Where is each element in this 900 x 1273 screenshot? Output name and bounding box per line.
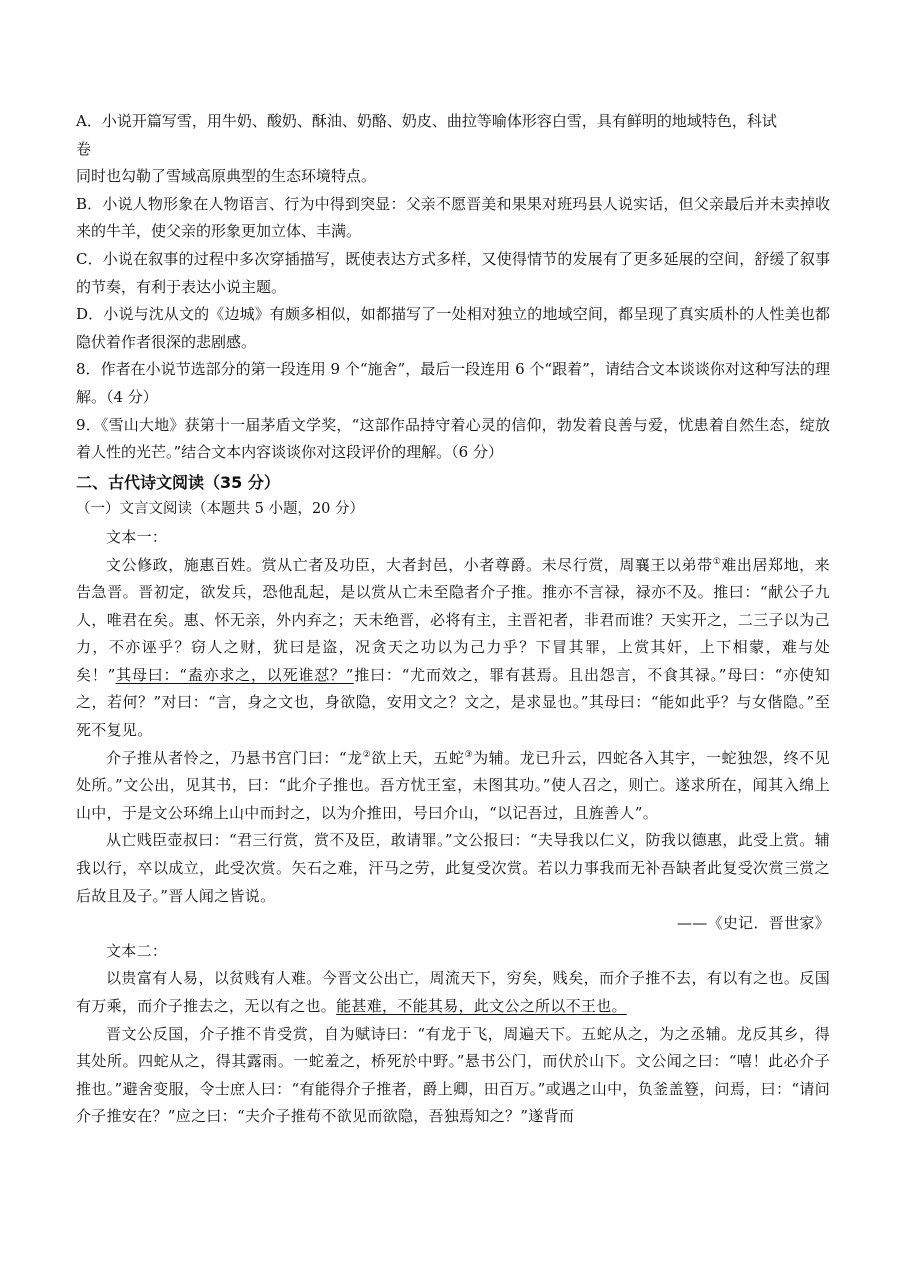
text-one-p1-part-a: 文公修政，施惠百姓。赏从亡者及功臣，大者封邑，小者尊爵。未尽行赏，周襄王以弟带: [106, 555, 713, 574]
question-9: 9．《雪山大地》获第十一届茅盾文学奖，“这部作品持守着心灵的信仰，勃发着良善与爱，忧患着自然生态，绽放着人性的光芒。”结合文本内容谈谈你对这段评价的理解。（6 分）: [76, 415, 830, 462]
section-title: 二、古代诗文阅读（35 分）: [76, 472, 280, 492]
text-one: [76, 524, 830, 938]
question-8: 8．作者在小说节选部分的第一段连用 9 个“施舍”，最后一段连用 6 个“跟着”，请结合文本谈谈你对这种写法的理解。（4 分）: [76, 360, 830, 406]
option-c: C．小说在叙事的过程中多次穿插描写，既使表达方式多样，又使得情节的发展有了更多延展的空间，舒缓了叙事的节奏，有利于表达小说主题。: [76, 249, 830, 296]
text-two-paragraph-1: [76, 965, 830, 1020]
underlined-sentence-2: 能甚难，不能其易，此文公之所以不王也。: [336, 997, 627, 1015]
text-one-source: ——《史记．晋世家》: [676, 914, 830, 933]
text-two-label: 文本二：: [106, 941, 168, 960]
text-two: [76, 938, 830, 1131]
text-one-paragraph-1: [76, 552, 830, 745]
section-subtitle: （一）文言文阅读（本题共 5 小题，20 分）: [76, 501, 365, 518]
text-one-p1-part-c: 推曰：“尤而效之，罪有甚焉。且出怨言，不食其禄。”母曰：“亦使知之，若何？”对曰：“言，身之文也，身欲隐，安用文之？文之，是求显也。”其母曰：“能如此乎？与女偕隐。”至死不复见。: [76, 665, 830, 740]
footnote-marker-3: ③: [464, 749, 474, 760]
option-d: D．小说与沈从文的《边城》有颇多相似，如都描写了一处相对独立的地域空间，都呈现了真实质朴的人性美也都隐伏着作者很深的悲剧感。: [76, 305, 830, 351]
footnote-marker-1: ①: [712, 556, 722, 567]
option-a-line3: 同时也勾勒了雪域高原典型的生态环境特点。: [76, 167, 377, 186]
text-one-paragraph-3: 从亡贱臣壶叔曰：“君三行赏，赏不及臣，敢请罪。”文公报曰：“夫导我以仁义，防我以德惠，此受上赏。辅我以行，卒以成立，此受次赏。矢石之难，汗马之劳，此复受次赏。若以力事我而无补吾缺者此复受次赏三赏之后故且及子。”晋人闻之皆说。: [76, 831, 830, 905]
text-one-p2-part-c: 为辅。龙已升云，四蛇各入其宇，一蛇独怨，终不见处所。”文公出，见其书，曰：“此介子推也。吾方忧王室，未图其功。”使人召之，则亡。遂求所在，闻其入绵上山中，于是文公环绵上山中而封之，以为介推田，号曰介山，“以记吾过，且旌善人”。: [76, 748, 831, 822]
option-b: B．小说人物形象在人物语言、行为中得到突显：父亲不愿晋美和果果对班玛县人说实话，但父亲最后并未卖掉收来的牛羊，使父亲的形象更加立体、丰满。: [76, 194, 830, 241]
text-one-paragraph-2: [76, 745, 830, 828]
text-one-p1-part-b: 难出居郑地，来告急晋。晋初定，欲发兵，恐他乱起，是以赏从亡未至隐者介子推。推亦不言禄，禄亦不及。推曰：“献公子九人，唯君在矣。惠、怀无亲，外内弃之；天未绝晋，必将有主，主晋祀者，非君而谁？天实开之，二三子以为己力，不亦诬乎？窃人之财，犹曰是盗，况贪天之功以为己力乎？下冒其罪，上赏其奸，上下相蒙，难与处矣！”: [76, 555, 830, 684]
underlined-sentence-1: 其母曰：“盍亦求之，以死谁怼？”: [115, 665, 354, 684]
footnote-marker-2: ②: [362, 749, 372, 760]
text-two-p1-part-a: 以贵富有人易，以贫贱有人难。今晋文公出亡，周流天下，穷矣，贱矣，而介子推不去，有以有之也。反国有万乘，而介子推去之，无以有之也。: [76, 969, 830, 1015]
text-one-label: 文本一：: [106, 527, 168, 546]
option-a-line2: 卷: [76, 139, 92, 158]
text-two-paragraph-2: 晋文公反国，介子推不肯受赏，自为赋诗曰：“有龙于飞，周遍天下。五蛇从之，为之丞辅。龙反其乡，得其处所。四蛇从之，得其露雨。一蛇羞之，桥死於中野。”悬书公门，而伏於山下。文公闻之曰：“嘻！此必介子推也。”避舍变服，令士庶人曰：“有能得介子推者，爵上卿，田百万。”或遇之山中，负釜盖簦，问焉，曰：“请问介子推安在？”应之曰：“夫介子推苟不欲见而欲隐，吾独焉知之？”遂背而: [76, 1024, 830, 1126]
text-one-p2-part-b: 欲上天，五蛇: [371, 748, 465, 767]
option-a-line1: A．小说开篇写雪，用牛奶、酸奶、酥油、奶酪、奶皮、曲拉等喻体形容白雪，具有鲜明的地域特色，科试: [76, 112, 777, 130]
text-one-p2-part-a: 介子推从者怜之，乃悬书宫门曰：“龙: [106, 748, 363, 767]
